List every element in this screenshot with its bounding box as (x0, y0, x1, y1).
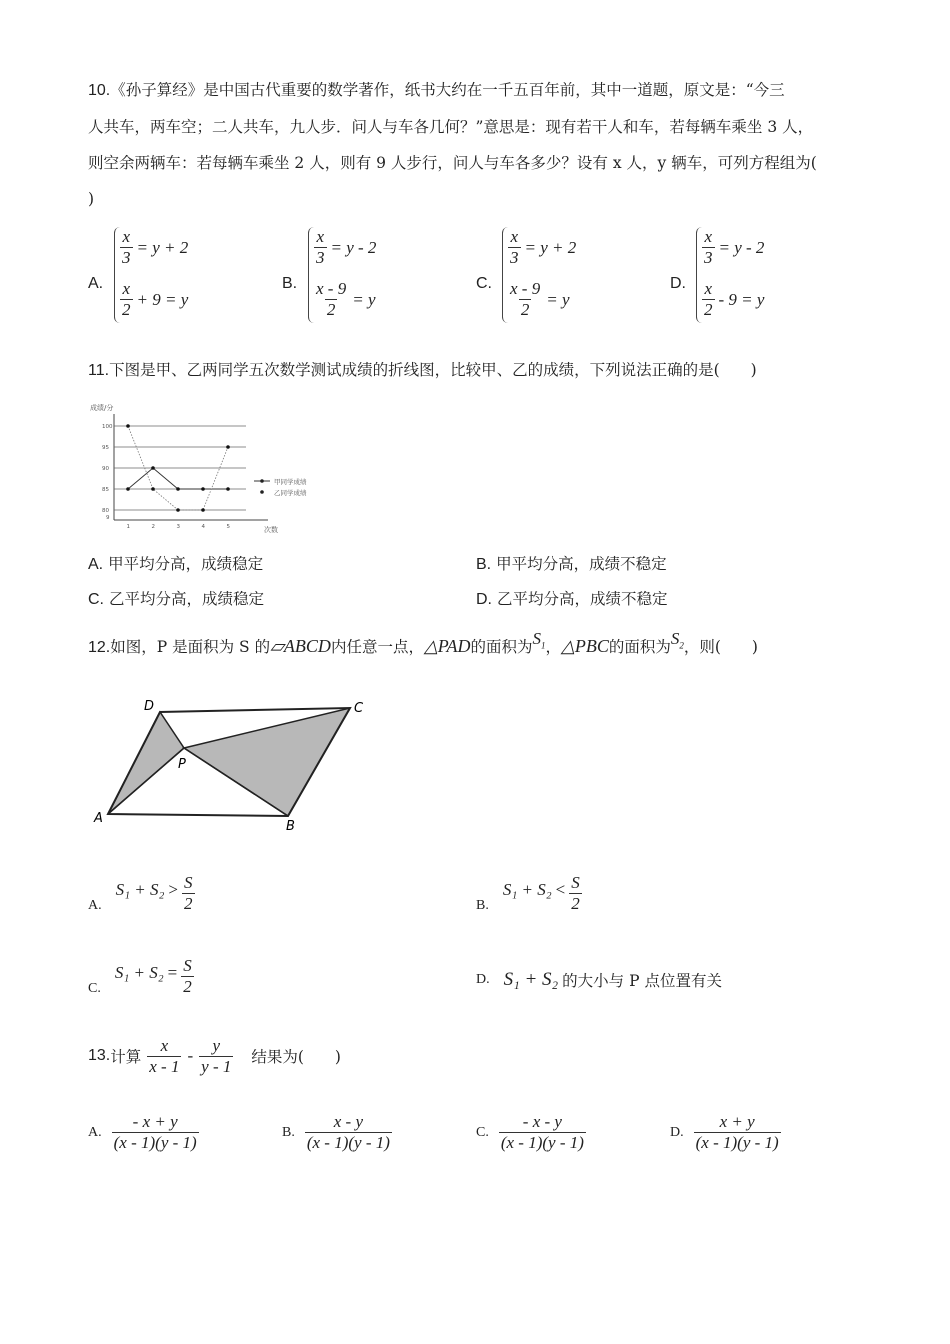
q10-option-b[interactable] (282, 225, 472, 325)
q12-option-b[interactable]: B. S₁ + S₂ < $\frac{S}{2}$ (476, 873, 580, 913)
q12-option-d[interactable]: D. S₁ + S₂ 的大小与 P 点位置有关 (476, 969, 722, 990)
chart-xtick-label: 4 (201, 524, 205, 530)
legend-jia-marker (260, 479, 264, 483)
q10-line2: 人共车，两车空；二人共车，九人步．问人与车各几何？”意思是：现有若干人和车，若每辆车乘坐 3 人， (88, 118, 814, 136)
q11-line-chart (88, 398, 348, 538)
q12-stem: 12.如图，P 是面积为 S 的▱ABCD内任意一点，△PAD的面积为$S_1$，△PBC的面积为$S_2$，则( ) (88, 629, 758, 656)
q10-option-c[interactable] (476, 225, 666, 325)
chart-ytick-label: 90 (102, 466, 109, 472)
chart-ylabel: 成绩/分 (90, 404, 114, 412)
chart-ytick-label: 9 (106, 515, 110, 521)
q13-number: 13. (88, 1047, 111, 1064)
point-p: P (178, 757, 186, 772)
option-label: C. (476, 275, 492, 292)
s2-symbol: $S_2$ (670, 629, 684, 651)
triangle-pbc: △PBC (561, 636, 609, 656)
series-jia-point (226, 487, 230, 491)
q13-option-a[interactable]: A. $\frac{- x + y}{(x - 1)(y - 1)}$ (88, 1112, 197, 1152)
equation-2: $\frac{x - 9}{2}$ = y (316, 279, 376, 319)
shaded-triangle-pad (108, 712, 184, 814)
q12-option-a[interactable]: A. S₁ + S₂ > $\frac{S}{2}$ (88, 873, 193, 913)
vertex-c: C (354, 701, 364, 716)
chart-xtick-label: 1 (126, 524, 130, 530)
chart-xtick-label: 2 (151, 524, 155, 530)
parallelogram-abcd: ▱ABCD (270, 636, 331, 656)
q12-option-c[interactable]: C. S₁ + S₂ = $\frac{S}{2}$ (88, 956, 192, 996)
q13-option-c[interactable]: C. $\frac{- x - y}{(x - 1)(y - 1)}$ (476, 1112, 584, 1152)
q12-number: 12. (88, 639, 111, 656)
triangle-pad: △PAD (423, 636, 471, 656)
series-jia-line (128, 468, 228, 489)
q10-line1: 10.《孙子算经》是中国古代重要的数学著作，纸书大约在一千五百年前，其中一道题，原文是：“今三 (88, 81, 785, 99)
vertex-b: B (286, 819, 295, 834)
q13-option-b[interactable]: B. $\frac{x - y}{(x - 1)(y - 1)}$ (282, 1112, 390, 1152)
q13-fraction-1: $\frac{x}{x - 1}$ (149, 1035, 180, 1076)
q10-line3: 则空余两辆车：若每辆车乘坐 2 人，则有 9 人步行，问人与车各多少？设有 x 人，y 辆车，可列方程组为( (88, 154, 817, 172)
series-jia-point (176, 487, 180, 491)
equation-2: $\frac{x - 9}{2}$ = y (510, 279, 570, 319)
q12-parallelogram-figure (88, 690, 388, 840)
vertex-a: A (94, 811, 103, 826)
series-yi-point (201, 508, 205, 512)
q10-number: 10. (88, 82, 111, 99)
equation-1: $\frac{x}{3}$ = y + 2 (510, 227, 577, 267)
q13-option-d[interactable]: D. $\frac{x + y}{(x - 1)(y - 1)}$ (670, 1112, 779, 1152)
q11-option-a[interactable]: A. 甲平均分高，成绩稳定 (88, 555, 264, 573)
equation-2: $\frac{x}{2}$ - 9 = y (704, 279, 765, 319)
equation-1: $\frac{x}{3}$ = y + 2 (122, 227, 189, 267)
option-label: A. (88, 275, 104, 292)
q11-option-c[interactable]: C. 乙平均分高，成绩稳定 (88, 590, 264, 608)
q11-option-b[interactable]: B. 甲平均分高，成绩不稳定 (476, 555, 667, 573)
q10-option-a[interactable] (88, 225, 278, 325)
vertex-d: D (144, 699, 155, 714)
option-label: B. (282, 275, 298, 292)
equation-2: $\frac{x}{2}$ + 9 = y (122, 279, 189, 319)
chart-ytick-label: 80 (102, 508, 109, 514)
q11-text: 下图是甲、乙两同学五次数学测试成绩的折线图，比较甲、乙的成绩，下列说法正确的是( ) (109, 361, 757, 379)
q10-option-d[interactable] (670, 225, 860, 325)
series-yi-point (226, 445, 230, 449)
chart-ytick-label: 95 (102, 445, 109, 451)
series-jia-point (126, 487, 130, 491)
chart-xtick-label: 5 (226, 524, 230, 530)
q11-option-d[interactable]: D. 乙平均分高，成绩不稳定 (476, 590, 668, 608)
series-yi-point (176, 508, 180, 512)
legend-yi-marker (260, 490, 264, 494)
equation-1: $\frac{x}{3}$ = y - 2 (704, 227, 765, 267)
q13-stem: 13. 计算 $\frac{x}{x - 1}$ - $\frac{y}{y - 1}$ 结果为( ) (88, 1035, 341, 1076)
q11-stem (88, 352, 878, 389)
chart-xtick-label: 3 (176, 524, 180, 530)
q13-fraction-2: $\frac{y}{y - 1}$ (201, 1035, 232, 1076)
equation-1: $\frac{x}{3}$ = y - 2 (316, 227, 377, 267)
legend-yi-label: 乙同学成绩 (274, 489, 307, 497)
series-jia-point (151, 466, 155, 470)
series-yi-point (151, 487, 155, 491)
q10-line4: ) (88, 190, 95, 208)
q10-stem (88, 72, 878, 217)
shaded-triangle-pbc (184, 708, 350, 816)
chart-xlabel: 次数 (264, 526, 278, 534)
chart-ytick-label: 100 (102, 424, 113, 430)
series-jia-point (201, 487, 205, 491)
q11-number: 11. (88, 362, 110, 379)
series-yi-point (126, 424, 130, 428)
option-label: D. (670, 275, 686, 292)
s1-symbol: $S_1$ (532, 629, 546, 651)
legend-jia-label: 甲同学成绩 (274, 478, 307, 486)
chart-ytick-label: 85 (102, 487, 109, 493)
